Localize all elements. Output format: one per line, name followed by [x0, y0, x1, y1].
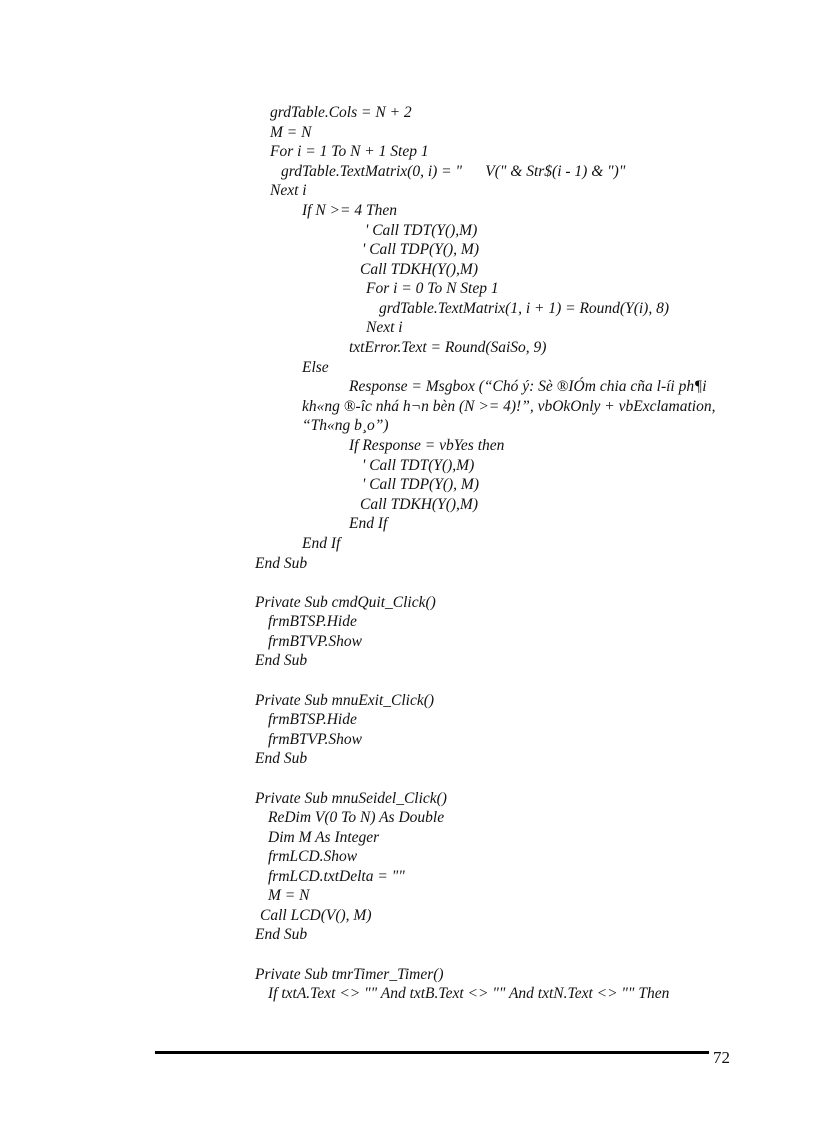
- code-line: ' Call TDP(Y(), M): [362, 241, 479, 258]
- code-line: If txtA.Text <> "" And txtB.Text <> "" And txtN.Text <> "" Then: [268, 985, 670, 1002]
- code-line: ReDim V(0 To N) As Double: [268, 809, 445, 826]
- code-line: For i = 0 To N Step 1: [366, 280, 499, 297]
- code-line: frmBTSP.Hide: [268, 613, 357, 630]
- page-number: 72: [713, 1048, 730, 1067]
- code-line: Private Sub tmrTimer_Timer(): [255, 966, 444, 983]
- code-line: frmBTVP.Show: [268, 633, 363, 650]
- code-line: If N >= 4 Then: [302, 202, 397, 219]
- code-line: Next i: [366, 319, 403, 336]
- code-line: frmBTVP.Show: [268, 731, 363, 748]
- code-line: ' Call TDP(Y(), M): [362, 476, 479, 493]
- code-line: grdTable.Cols = N + 2: [270, 104, 412, 121]
- code-line: grdTable.TextMatrix(1, i + 1) = Round(Y(i), 8): [379, 300, 670, 317]
- code-line: Private Sub mnuExit_Click(): [255, 692, 435, 709]
- code-line: Next i: [270, 182, 307, 199]
- code-line: Response = Msgbox (“Chó ý: Sè ®IÓm chia cña l-íi ph¶i: [349, 378, 707, 395]
- code-line: frmLCD.Show: [268, 848, 358, 865]
- code-line: End Sub: [255, 555, 308, 572]
- code-line: Private Sub mnuSeidel_Click(): [255, 790, 447, 807]
- code-line: Else: [302, 359, 329, 376]
- code-line: grdTable.TextMatrix(0, i) = " V(" & Str$(i - 1) & ")": [281, 163, 626, 180]
- code-line: M = N: [268, 887, 310, 904]
- code-line: End If: [349, 515, 388, 532]
- code-line: kh«ng ®-îc nhá h¬n bèn (N >= 4)!”, vbOkOnly + vbExclamation,: [302, 398, 716, 415]
- footer-rule: [155, 1051, 709, 1054]
- code-line: Call LCD(V(), M): [260, 907, 372, 924]
- code-line: End Sub: [255, 926, 308, 943]
- code-line: M = N: [270, 124, 312, 141]
- code-line: End Sub: [255, 652, 308, 669]
- code-line: Private Sub cmdQuit_Click(): [255, 594, 436, 611]
- code-line: ' Call TDT(Y(),M): [365, 222, 478, 239]
- code-line: frmLCD.txtDelta = "": [268, 868, 405, 885]
- code-line: Call TDKH(Y(),M): [360, 261, 478, 278]
- code-line: frmBTSP.Hide: [268, 711, 357, 728]
- code-line: txtError.Text = Round(SaiSo, 9): [349, 339, 547, 356]
- code-line: “Th«ng b¸o”): [302, 417, 389, 434]
- code-line: End Sub: [255, 750, 308, 767]
- code-line: Dim M As Integer: [268, 829, 380, 846]
- code-line: ' Call TDT(Y(),M): [362, 457, 475, 474]
- code-line: For i = 1 To N + 1 Step 1: [270, 143, 429, 160]
- code-line: If Response = vbYes then: [349, 437, 505, 454]
- code-line: Call TDKH(Y(),M): [360, 496, 478, 513]
- code-line: End If: [302, 535, 341, 552]
